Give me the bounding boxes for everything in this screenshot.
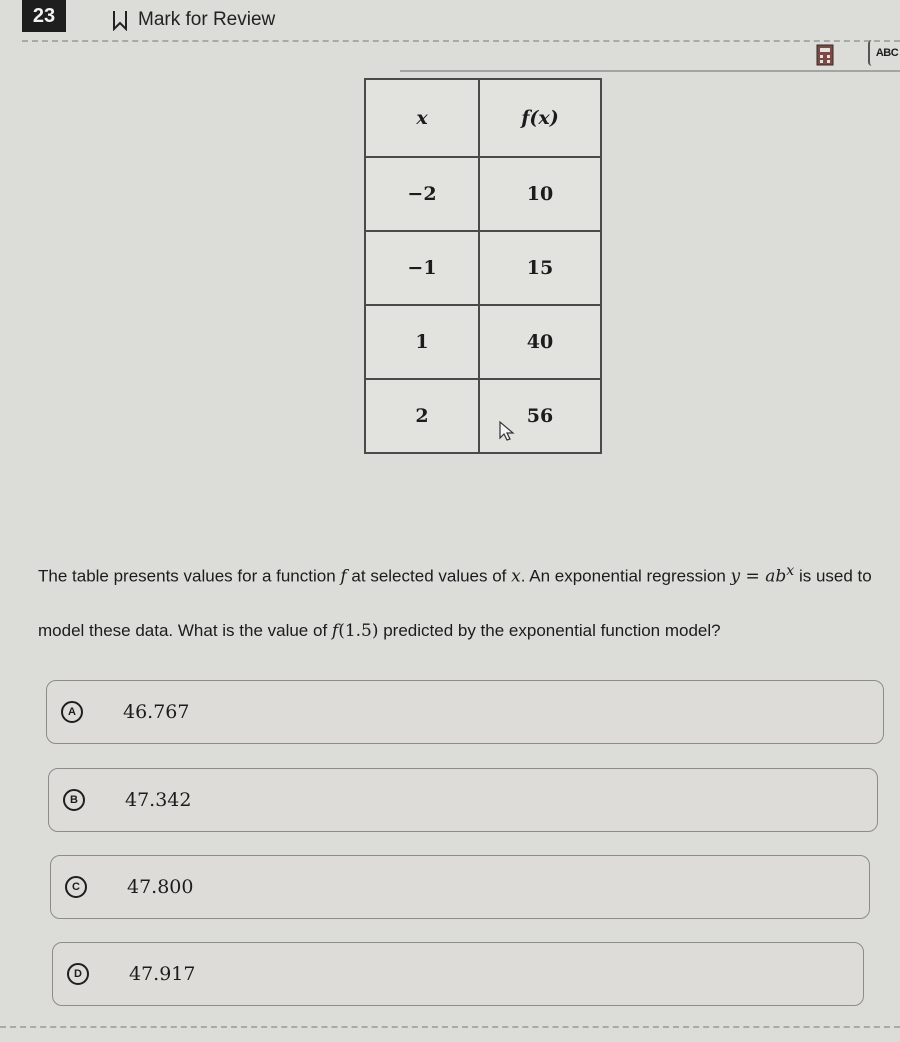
function-values-table: [364, 78, 602, 454]
mouse-cursor-icon: [498, 420, 516, 442]
choice-letter-badge: D: [67, 963, 89, 985]
table-header-row: [365, 79, 601, 157]
mark-for-review-button[interactable]: [112, 6, 275, 34]
table-cell-fx: 56: [479, 379, 601, 453]
choice-value: 47.342: [125, 789, 192, 811]
answer-choice-a[interactable]: [46, 680, 884, 744]
table-row: [365, 379, 601, 453]
answer-choice-c[interactable]: [50, 855, 870, 919]
table-row: [365, 231, 601, 305]
question-number: 23: [22, 0, 66, 32]
mark-for-review-label: Mark for Review: [138, 9, 276, 30]
abc-strikethrough-button[interactable]: ABC: [868, 40, 900, 66]
calculator-icon[interactable]: [815, 44, 835, 66]
math-y: y: [730, 566, 741, 587]
choice-value: 47.917: [129, 963, 196, 985]
bookmark-icon: [112, 9, 128, 31]
table-row: [365, 157, 601, 231]
choice-letter-badge: C: [65, 876, 87, 898]
table-row: [365, 305, 601, 379]
table-cell-x: −1: [365, 231, 479, 305]
choice-value: 46.767: [123, 701, 190, 723]
math-exponent: x: [786, 563, 795, 579]
header-divider: [400, 70, 900, 72]
math-a: a: [765, 566, 776, 587]
math-f-eval: f: [331, 620, 339, 641]
table-cell-x: −2: [365, 157, 479, 231]
table-cell-fx: 10: [479, 157, 601, 231]
answer-choice-b[interactable]: [48, 768, 878, 832]
math-f: f: [340, 566, 347, 587]
table-cell-x: 2: [365, 379, 479, 453]
table-cell-fx: 15: [479, 231, 601, 305]
column-header-fx: f(x): [479, 79, 601, 157]
choice-value: 47.800: [127, 876, 194, 898]
choice-letter-badge: A: [61, 701, 83, 723]
column-header-x: x: [365, 79, 479, 157]
math-x: x: [511, 566, 521, 587]
question-text: The table presents values for a function f at selected values of x. An exponential regression $y = ab^x$ is used to model these data. What is the value of f(1.5) predicted by the exponential function model?: [38, 563, 872, 641]
table-cell-x: 1: [365, 305, 479, 379]
math-b: b: [775, 566, 787, 587]
table-cell-fx: 40: [479, 305, 601, 379]
answer-choice-d[interactable]: [52, 942, 864, 1006]
choice-letter-badge: B: [63, 789, 85, 811]
bottom-divider: [0, 1026, 900, 1028]
math-argument: (1.5): [338, 620, 379, 641]
top-divider: [22, 40, 900, 42]
